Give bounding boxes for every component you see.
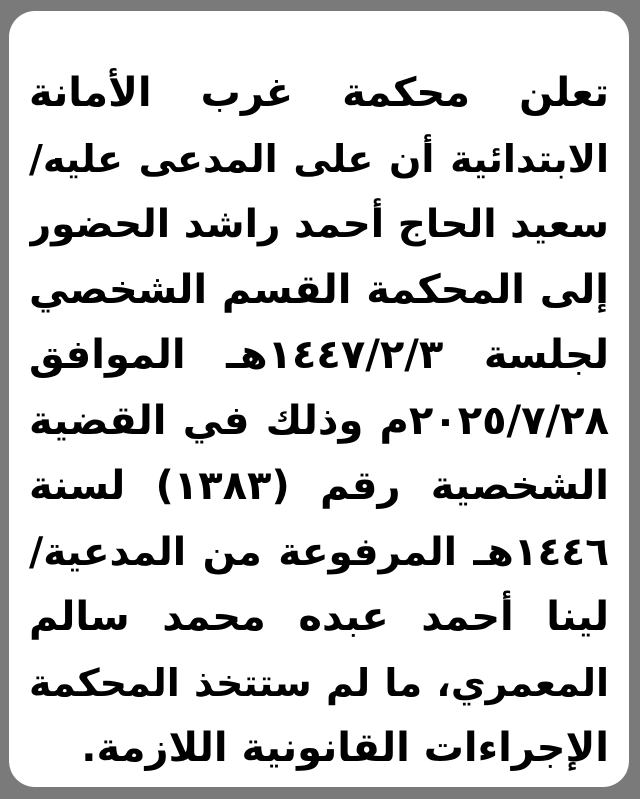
notice-text <box>29 61 609 782</box>
notice-line-3: سعيد الحاج أحمد راشد الحضور <box>29 202 609 247</box>
notice-line-11: الإجراءات القانونية اللازمة. <box>81 725 609 771</box>
notice-line-7: الشخصية رقم (١٣٨٣) لسنة <box>29 463 609 509</box>
notice-line-8: ١٤٤٦هـ المرفوعة من المدعية/ <box>29 529 609 575</box>
notice-line-5: لجلسة ١٤٤٧/٢/٣هـ الموافق <box>29 332 609 378</box>
notice-line-4: إلى المحكمة القسم الشخصي <box>29 266 609 313</box>
notice-line-1: تعلن محكمة غرب الأمانة <box>29 70 609 116</box>
notice-line-9: لينا أحمد عبده محمد سالم <box>29 594 609 640</box>
notice-line-10: المعمري، ما لم ستتخذ المحكمة <box>29 660 609 705</box>
notice-frame <box>9 11 629 787</box>
notice-line-6: ٢٠٢٥/٧/٢٨م وذلك في القضية <box>29 397 609 444</box>
notice-line-2: الابتدائية أن على المدعى عليه/ <box>29 136 609 181</box>
